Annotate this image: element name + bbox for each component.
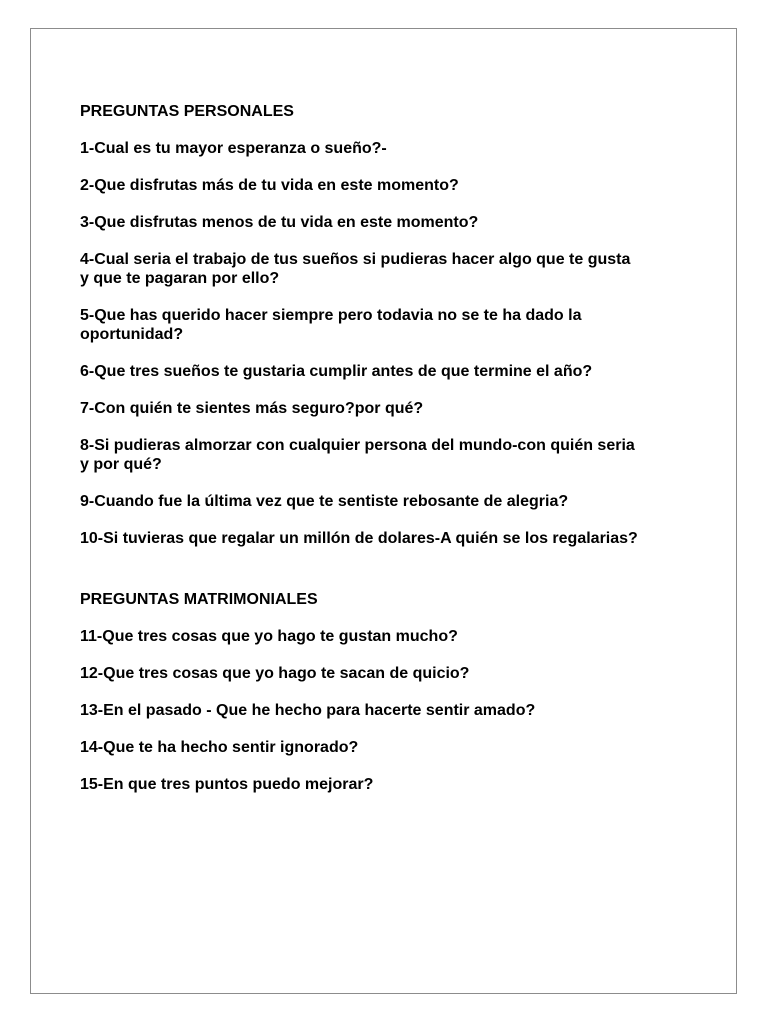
question-1: 1-Cual es tu mayor esperanza o sueño?-: [80, 140, 387, 157]
section-title: PREGUNTAS MATRIMONIALES: [80, 591, 318, 608]
section-personal: [80, 102, 640, 548]
question-7: 7-Con quién te sientes más seguro?por qué?: [80, 400, 424, 417]
question-3: 3-Que disfrutas menos de tu vida en este momento?: [80, 214, 479, 231]
question-5: 5-Que has querido hacer siempre pero todavia no se te ha dado la oportunidad?: [80, 307, 582, 343]
section-title: PREGUNTAS PERSONALES: [80, 103, 294, 120]
question-4: 4-Cual seria el trabajo de tus sueños si pudieras hacer algo que te gusta y que te pagaran por ello?: [80, 251, 631, 287]
question-2: 2-Que disfrutas más de tu vida en este momento?: [80, 177, 459, 194]
question-12: 12-Que tres cosas que yo hago te sacan de quicio?: [80, 665, 470, 682]
section-marital: [80, 590, 640, 794]
question-9: 9-Cuando fue la última vez que te sentiste rebosante de alegria?: [80, 493, 569, 510]
question-10: 10-Si tuvieras que regalar un millón de dolares-A quién se los regalarias?: [80, 530, 638, 547]
question-11: 11-Que tres cosas que yo hago te gustan mucho?: [80, 628, 458, 645]
question-8: 8-Si pudieras almorzar con cualquier persona del mundo-con quién seria y por qué?: [80, 437, 635, 473]
question-15: 15-En que tres puntos puedo mejorar?: [80, 776, 374, 793]
document-content: [80, 102, 640, 812]
question-14: 14-Que te ha hecho sentir ignorado?: [80, 739, 359, 756]
question-6: 6-Que tres sueños te gustaria cumplir antes de que termine el año?: [80, 363, 593, 380]
question-13: 13-En el pasado - Que he hecho para hacerte sentir amado?: [80, 702, 536, 719]
